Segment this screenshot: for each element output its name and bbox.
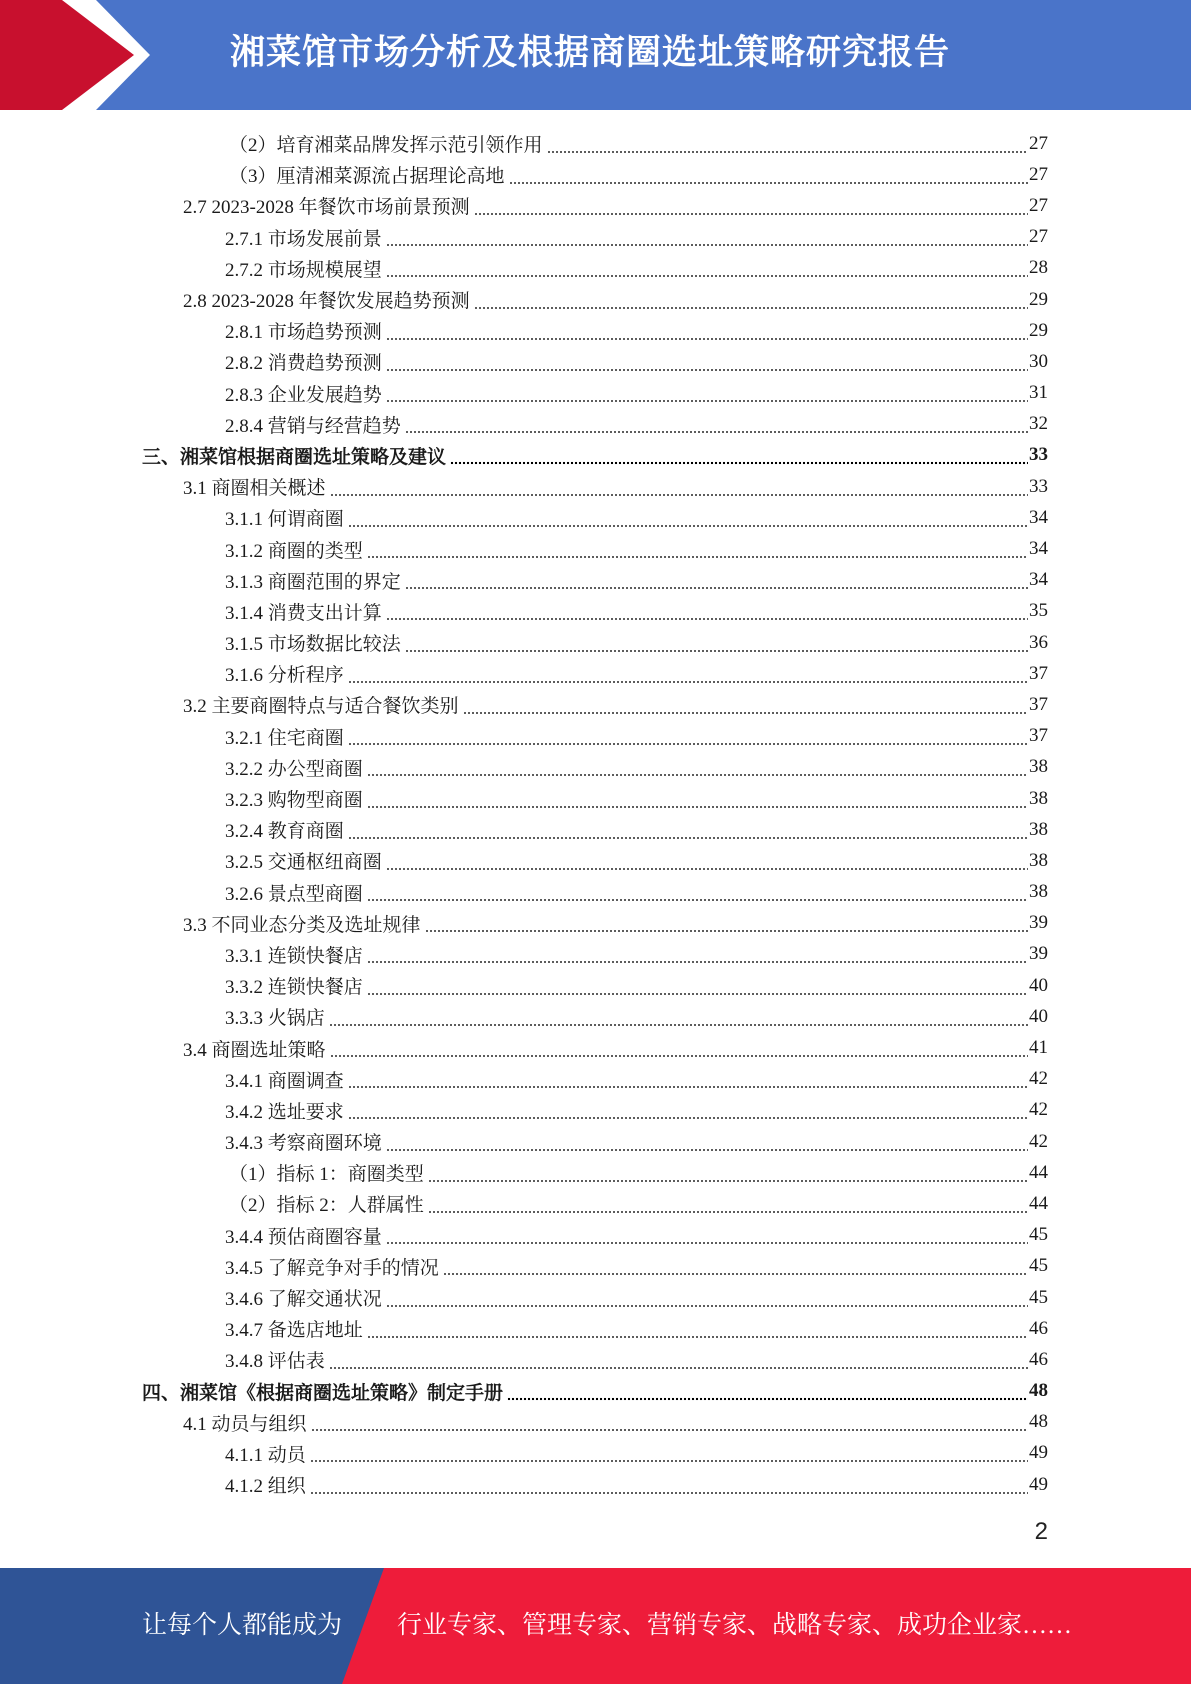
- toc-dot-leader: [386, 257, 1028, 279]
- toc-dot-leader: [348, 1099, 1028, 1121]
- toc-entry[interactable]: [0, 440, 1048, 471]
- footer-slogan-left: 让每个人都能成为: [142, 1612, 343, 1639]
- toc-entry[interactable]: [0, 752, 1048, 783]
- toc-page-number: 49: [1029, 1442, 1048, 1464]
- toc-entry[interactable]: [0, 908, 1048, 939]
- toc-dot-leader: [348, 507, 1028, 529]
- toc-entry[interactable]: [0, 1032, 1048, 1063]
- toc-entry[interactable]: [0, 346, 1048, 377]
- toc-entry[interactable]: [0, 222, 1048, 253]
- toc-entry[interactable]: [0, 1220, 1048, 1251]
- toc-page-number: 49: [1029, 1473, 1048, 1495]
- toc-entry[interactable]: [0, 596, 1048, 627]
- toc-dot-leader: [386, 351, 1028, 373]
- toc-page-number: 46: [1029, 1317, 1048, 1339]
- toc-entry[interactable]: [0, 502, 1048, 533]
- toc-page-number: 29: [1029, 288, 1048, 310]
- toc-dot-leader: [310, 1474, 1028, 1496]
- toc-entry-label: （1）指标 1：商圈类型: [229, 1164, 424, 1186]
- toc-entry-label: 4.1.2 组织: [225, 1476, 306, 1498]
- toc-entry[interactable]: [0, 627, 1048, 658]
- toc-dot-leader: [474, 195, 1028, 217]
- toc-dot-leader: [443, 1255, 1028, 1277]
- toc-entry-label: （2）培育湘菜品牌发挥示范引领作用: [229, 135, 543, 157]
- toc-page-number: 39: [1029, 912, 1048, 934]
- toc-entry[interactable]: [0, 877, 1048, 908]
- toc-entry-label: 2.7.1 市场发展前景: [225, 228, 382, 250]
- toc-entry-label: 三、湘菜馆根据商圈选址策略及建议: [142, 446, 447, 468]
- toc-dot-leader: [367, 1318, 1028, 1340]
- toc-dot-leader: [405, 413, 1028, 435]
- toc-page-number: 44: [1029, 1161, 1048, 1183]
- toc-dot-leader: [405, 569, 1028, 591]
- toc-dot-leader: [329, 1006, 1028, 1028]
- toc-page-number: 27: [1029, 226, 1048, 248]
- toc-entry-label: 3.4.8 评估表: [225, 1351, 325, 1373]
- toc-entry-label: 3.2.3 购物型商圈: [225, 790, 363, 812]
- toc-entry-label: 3.3.3 火锅店: [225, 1008, 325, 1030]
- toc-dot-leader: [547, 133, 1028, 155]
- toc-page-number: 40: [1029, 1005, 1048, 1027]
- toc-page-number: 40: [1029, 974, 1048, 996]
- toc-entry[interactable]: [0, 533, 1048, 564]
- toc-entry-label: 2.8.3 企业发展趋势: [225, 384, 382, 406]
- toc-dot-leader: [311, 1411, 1028, 1433]
- toc-dot-leader: [329, 1349, 1028, 1371]
- toc-dot-leader: [386, 226, 1028, 248]
- toc-entry[interactable]: [0, 783, 1048, 814]
- toc-entry-label: 2.8 2023-2028 年餐饮发展趋势预测: [183, 291, 470, 313]
- toc-entry-label: 3.1.1 何谓商圈: [225, 509, 344, 531]
- table-of-contents: [0, 128, 1191, 1500]
- toc-page-number: 48: [1029, 1411, 1048, 1433]
- toc-entry[interactable]: [0, 409, 1048, 440]
- toc-page-number: 46: [1029, 1348, 1048, 1370]
- page-number: 2: [1034, 1518, 1048, 1545]
- toc-entry[interactable]: [0, 1095, 1048, 1126]
- toc-dot-leader: [330, 1037, 1028, 1059]
- toc-entry-label: 2.8.2 消费趋势预测: [225, 353, 382, 375]
- toc-entry-label: （3）厘清湘菜源流占据理论高地: [229, 166, 505, 188]
- toc-entry[interactable]: [0, 159, 1048, 190]
- toc-dot-leader: [330, 476, 1028, 498]
- toc-page-number: 42: [1029, 1099, 1048, 1121]
- toc-dot-leader: [367, 943, 1028, 965]
- toc-page-number: 34: [1029, 569, 1048, 591]
- page-footer: [0, 1568, 1191, 1684]
- toc-entry[interactable]: [0, 378, 1048, 409]
- toc-entry[interactable]: [0, 190, 1048, 221]
- toc-entry-label: 3.3.1 连锁快餐店: [225, 945, 363, 967]
- toc-dot-leader: [386, 320, 1028, 342]
- toc-dot-leader: [463, 694, 1028, 716]
- toc-entry[interactable]: [0, 814, 1048, 845]
- toc-entry-label: 3.4.1 商圈调查: [225, 1070, 344, 1092]
- toc-entry[interactable]: [0, 1064, 1048, 1095]
- toc-entry-label: 2.8.1 市场趋势预测: [225, 322, 382, 344]
- toc-dot-leader: [367, 788, 1028, 810]
- toc-page-number: 45: [1029, 1224, 1048, 1246]
- toc-entry-label: 3.4.6 了解交通状况: [225, 1289, 382, 1311]
- toc-entry[interactable]: [0, 845, 1048, 876]
- toc-page-number: 48: [1029, 1380, 1048, 1402]
- toc-dot-leader: [348, 663, 1028, 685]
- toc-dot-leader: [310, 1442, 1028, 1464]
- toc-entry[interactable]: [0, 1157, 1048, 1188]
- toc-dot-leader: [367, 756, 1028, 778]
- toc-page-number: 44: [1029, 1192, 1048, 1214]
- toc-page-number: 38: [1029, 849, 1048, 871]
- toc-dot-leader: [507, 1380, 1028, 1402]
- toc-entry-label: 四、湘菜馆《根据商圈选址策略》制定手册: [142, 1382, 504, 1404]
- toc-entry-label: 3.1.3 商圈范围的界定: [225, 571, 401, 593]
- toc-entry-label: 3.1.4 消费支出计算: [225, 602, 382, 624]
- toc-entry-label: 3.4.5 了解竞争对手的情况: [225, 1257, 439, 1279]
- toc-page-number: 33: [1029, 475, 1048, 497]
- toc-entry[interactable]: [0, 315, 1048, 346]
- toc-page-number: 31: [1029, 382, 1048, 404]
- toc-entry[interactable]: [0, 1313, 1048, 1344]
- toc-entry[interactable]: [0, 471, 1048, 502]
- toc-entry[interactable]: [0, 1251, 1048, 1282]
- toc-entry[interactable]: [0, 1438, 1048, 1469]
- toc-entry[interactable]: [0, 1407, 1048, 1438]
- toc-entry[interactable]: [0, 721, 1048, 752]
- toc-entry-label: 3.3 不同业态分类及选址规律: [183, 914, 421, 936]
- toc-dot-leader: [367, 881, 1028, 903]
- toc-page-number: 42: [1029, 1130, 1048, 1152]
- toc-dot-leader: [405, 632, 1028, 654]
- toc-dot-leader: [367, 975, 1028, 997]
- toc-page-number: 41: [1029, 1037, 1048, 1059]
- toc-entry[interactable]: [0, 1344, 1048, 1375]
- toc-entry[interactable]: [0, 1126, 1048, 1157]
- toc-dot-leader: [348, 819, 1028, 841]
- toc-page-number: 38: [1029, 787, 1048, 809]
- toc-page-number: 30: [1029, 350, 1048, 372]
- toc-entry-label: 3.2.1 住宅商圈: [225, 727, 344, 749]
- toc-page-number: 28: [1029, 257, 1048, 279]
- toc-entry-label: 2.7 2023-2028 年餐饮市场前景预测: [183, 197, 470, 219]
- toc-entry-label: 3.2.4 教育商圈: [225, 821, 344, 843]
- toc-dot-leader: [386, 1131, 1028, 1153]
- page-header: [0, 0, 1191, 110]
- toc-entry-label: 3.4.2 选址要求: [225, 1101, 344, 1123]
- toc-entry-label: 3.3.2 连锁快餐店: [225, 977, 363, 999]
- toc-entry[interactable]: [0, 1001, 1048, 1032]
- toc-entry[interactable]: [0, 253, 1048, 284]
- toc-page-number: 37: [1029, 693, 1048, 715]
- toc-page-number: 33: [1029, 444, 1048, 466]
- toc-dot-leader: [348, 1068, 1028, 1090]
- toc-dot-leader: [367, 538, 1028, 560]
- toc-page-number: 37: [1029, 662, 1048, 684]
- toc-dot-leader: [428, 1193, 1028, 1215]
- toc-page-number: 32: [1029, 413, 1048, 435]
- toc-entry-label: 3.4.7 备选店地址: [225, 1320, 363, 1342]
- toc-page-number: 42: [1029, 1068, 1048, 1090]
- toc-entry[interactable]: [0, 1376, 1048, 1407]
- toc-entry-label: 3.4.3 考察商圈环境: [225, 1133, 382, 1155]
- toc-page-number: 36: [1029, 631, 1048, 653]
- toc-dot-leader: [386, 1287, 1028, 1309]
- toc-page-number: 34: [1029, 506, 1048, 528]
- toc-entry[interactable]: [0, 284, 1048, 315]
- toc-entry-label: 3.4.4 预估商圈容量: [225, 1226, 382, 1248]
- toc-page-number: 45: [1029, 1255, 1048, 1277]
- toc-dot-leader: [450, 444, 1028, 466]
- toc-entry-label: 2.8.4 营销与经营趋势: [225, 415, 401, 437]
- report-title: 湘菜馆市场分析及根据商圈选址策略研究报告: [230, 33, 951, 73]
- toc-page-number: 27: [1029, 132, 1048, 154]
- toc-page-number: 29: [1029, 319, 1048, 341]
- toc-entry[interactable]: [0, 689, 1048, 720]
- toc-page-number: 38: [1029, 756, 1048, 778]
- toc-page-number: 45: [1029, 1286, 1048, 1308]
- toc-dot-leader: [386, 850, 1028, 872]
- toc-entry-label: （2）指标 2：人群属性: [229, 1195, 424, 1217]
- toc-page-number: 37: [1029, 725, 1048, 747]
- toc-entry-label: 3.1.6 分析程序: [225, 665, 344, 687]
- toc-entry-label: 4.1 动员与组织: [183, 1413, 307, 1435]
- toc-entry[interactable]: [0, 939, 1048, 970]
- toc-page-number: 34: [1029, 538, 1048, 560]
- toc-entry-label: 4.1.1 动员: [225, 1444, 306, 1466]
- toc-page-number: 38: [1029, 881, 1048, 903]
- toc-dot-leader: [386, 382, 1028, 404]
- toc-entry[interactable]: [0, 1188, 1048, 1219]
- toc-entry[interactable]: [0, 1469, 1048, 1500]
- toc-dot-leader: [425, 912, 1028, 934]
- toc-entry-label: 3.1 商圈相关概述: [183, 478, 326, 500]
- toc-entry-label: 3.2.2 办公型商圈: [225, 758, 363, 780]
- toc-entry-label: 3.1.5 市场数据比较法: [225, 634, 401, 656]
- toc-entry[interactable]: [0, 1282, 1048, 1313]
- toc-dot-leader: [386, 1224, 1028, 1246]
- toc-page-number: 38: [1029, 818, 1048, 840]
- toc-entry-label: 3.4 商圈选址策略: [183, 1039, 326, 1061]
- toc-page-number: 35: [1029, 600, 1048, 622]
- toc-page-number: 27: [1029, 163, 1048, 185]
- toc-dot-leader: [474, 289, 1028, 311]
- toc-entry[interactable]: [0, 565, 1048, 596]
- toc-entry[interactable]: [0, 128, 1048, 159]
- toc-entry-label: 3.2.5 交通枢纽商圈: [225, 852, 382, 874]
- toc-entry-label: 3.1.2 商圈的类型: [225, 540, 363, 562]
- toc-dot-leader: [509, 164, 1028, 186]
- toc-dot-leader: [386, 600, 1028, 622]
- toc-page-number: 39: [1029, 943, 1048, 965]
- footer-slogan-right: 行业专家、管理专家、营销专家、战略专家、成功企业家……: [397, 1612, 1073, 1639]
- toc-entry-label: 3.2 主要商圈特点与适合餐饮类别: [183, 696, 459, 718]
- toc-entry-label: 3.2.6 景点型商圈: [225, 883, 363, 905]
- toc-entry[interactable]: [0, 658, 1048, 689]
- toc-dot-leader: [348, 725, 1028, 747]
- toc-entry-label: 2.7.2 市场规模展望: [225, 259, 382, 281]
- toc-dot-leader: [428, 1162, 1028, 1184]
- toc-page-number: 27: [1029, 194, 1048, 216]
- toc-entry[interactable]: [0, 970, 1048, 1001]
